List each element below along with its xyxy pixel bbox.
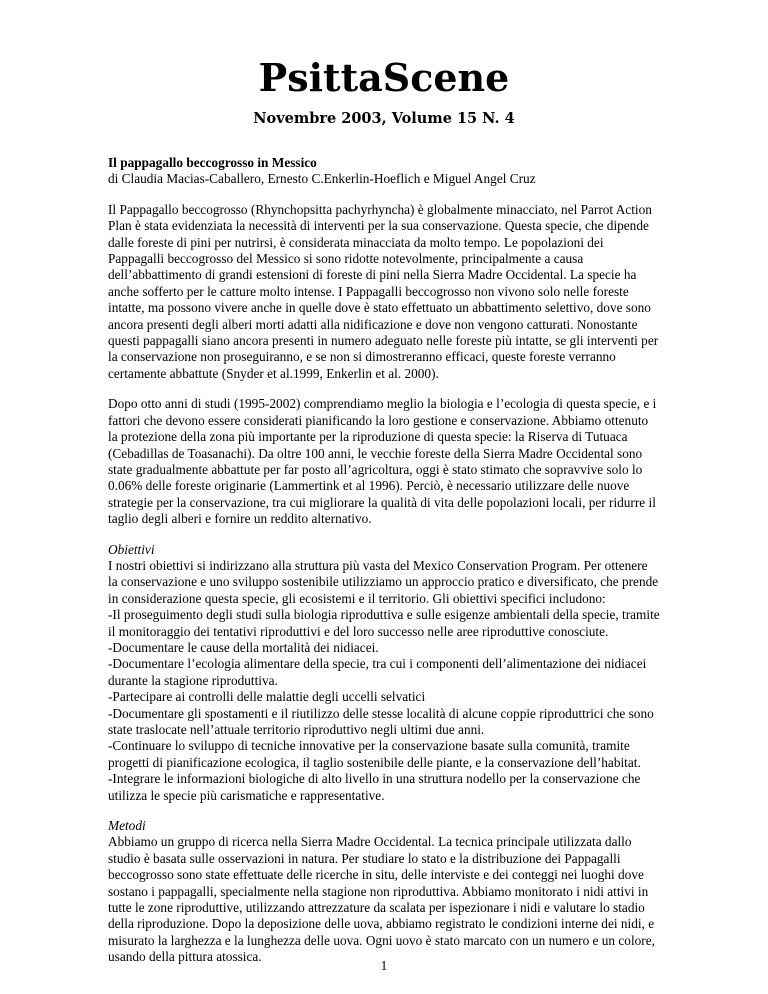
page-number: 1 [380, 958, 388, 973]
list-item: -Continuare lo sviluppo di tecniche innovative per la conservazione basate sulla comunità, tramite progetti di pianificazione ecologica, il taglio sostenibile delle piante, e la conservazione dell’habitat. [108, 738, 641, 770]
paragraph-intro: Il Pappagallo beccogrosso (Rhynchopsitta pachyrhyncha) è globalmente minacciato, nel Parrot Action Plan è stata evidenziata la necessità di interventi per la sua conservazione. Questa specie, che dipende dalle foreste di pini per nutrirsi, è considerata minacciata da molto tempo. Le popolazioni dei Pappagalli beccogrosso del Messico si sono ridotte notevolmente, principalmente a causa dell’abbattimento di grandi estensioni di foreste di pini nella Sierra Madre Occidental. La specie ha anche sofferto per le catture molto intense. I Pappagalli beccogrosso non vivono solo nelle foreste intatte, ma possono vivere anche in quelle dove è stato effettuato un abbattimento selettivo, dove sono ancora presenti degli alberi morti adatti alla nidificazione e dove non vengono catturati. Nonostante questi pappagalli siano ancora presenti in numero adeguato nelle foreste più intatte, se gli interventi per la conservazione non proseguiranno, e se non si dimostreranno efficaci, queste foreste verranno certamente abbattute (Snyder et al.1999, Enkerlin et al. 2000). [108, 201, 659, 381]
section-metodi [108, 818, 660, 966]
metodi-text: Abbiamo un gruppo di ricerca nella Sierra Madre Occidental. La tecnica principale utilizzata dallo studio è basata sulle osservazioni in natura. Per studiare lo stato e la distribuzione dei Pappagalli beccogrosso sono state effettuate delle ricerche in situ, delle interviste e dei conteggi nei luoghi dove sostano i pappagalli, specialmente nella stagione non riproduttiva. Abbiamo monitorato i nidi attivi in tutte le zone riproduttive, utilizzando attrezzature da scalata per ispezionare i nidi e valutare lo stadio della riproduzione. Dopo la deposizione delle uova, abbiamo registrato le condizioni interne dei nidi, e misurato la larghezza e la lunghezza delle uova. Ogni uovo è stato marcato con un numero e un colore, usando della pittura atossica. [108, 834, 655, 965]
article-header [108, 155, 660, 188]
obiettivi-heading: Obiettivi [108, 541, 155, 557]
list-item: -Documentare le cause della mortalità dei nidiacei. [108, 639, 379, 655]
list-item: -Il proseguimento degli studi sulla biologia riproduttiva e sulle esigenze ambientali della specie, tramite il monitoraggio dei tentativi riproduttivi e del loro successo nelle aree riproduttive conosciute. [108, 607, 660, 639]
list-item: -Integrare le informazioni biologiche di alto livello in una struttura nodello per la conservazione che utilizza le specie più carismatiche e rappresentative. [108, 771, 641, 803]
list-item: -Documentare l’ecologia alimentare della specie, tra cui i componenti dell’alimentazione dei nidiacei durante la stagione riproduttiva. [108, 656, 647, 688]
article-authors: di Claudia Macias-Caballero, Ernesto C.Enkerlin-Hoeflich e Miguel Angel Cruz [108, 171, 536, 187]
obiettivi-intro: I nostri obiettivi si indirizzano alla struttura più vasta del Mexico Conservation Program. Per ottenere la conservazione e uno sviluppo sostenibile utilizziamo un approccio pratico e diversificato, che prende in considerazione questa specie, gli ecosistemi e il territorio. Gli obiettivi specifici includono: [108, 557, 659, 606]
article-heading: Il pappagallo beccogrosso in Messico [108, 155, 317, 170]
list-item: -Documentare gli spostamenti e il riutilizzo delle stesse località di alcune coppie riproduttrici che sono state traslocate nell’attuale territorio riproduttivo negli ultimi due anni. [108, 705, 654, 737]
section-obiettivi [108, 542, 660, 805]
list-item: -Partecipare ai controlli delle malattie degli uccelli selvatici [108, 689, 426, 705]
newsletter-title: PsittaScene [258, 55, 510, 100]
paragraph-studies: Dopo otto anni di studi (1995-2002) comprendiamo meglio la biologia e l’ecologia di questa specie, e i fattori che devono essere considerati pianificando la loro gestione e conservazione. Abbiamo ottenuto la protezione della zona più importante per la riproduzione di questa specie: la Riserva di Tutuaca (Cebadillas de Toasanachi). Da oltre 100 anni, le vecchie foreste della Sierra Madre Occidental sono state gradualmente abbattute per far posto all’agricoltura, oggi è stato stimato che sopravvive solo lo 0.06% delle foreste originarie (Lammertink et al 1996). Perciò, è necessario utilizzare delle nuove strategie per la conservazione, tra cui migliorare la qualità di vita delle popolazioni locali, per ridurre il taglio degli alberi e fornire un reddito alternativo. [108, 396, 657, 527]
article-body [108, 155, 660, 980]
issue-line: Novembre 2003, Volume 15 N. 4 [253, 110, 515, 127]
metodi-heading: Metodi [108, 818, 146, 834]
